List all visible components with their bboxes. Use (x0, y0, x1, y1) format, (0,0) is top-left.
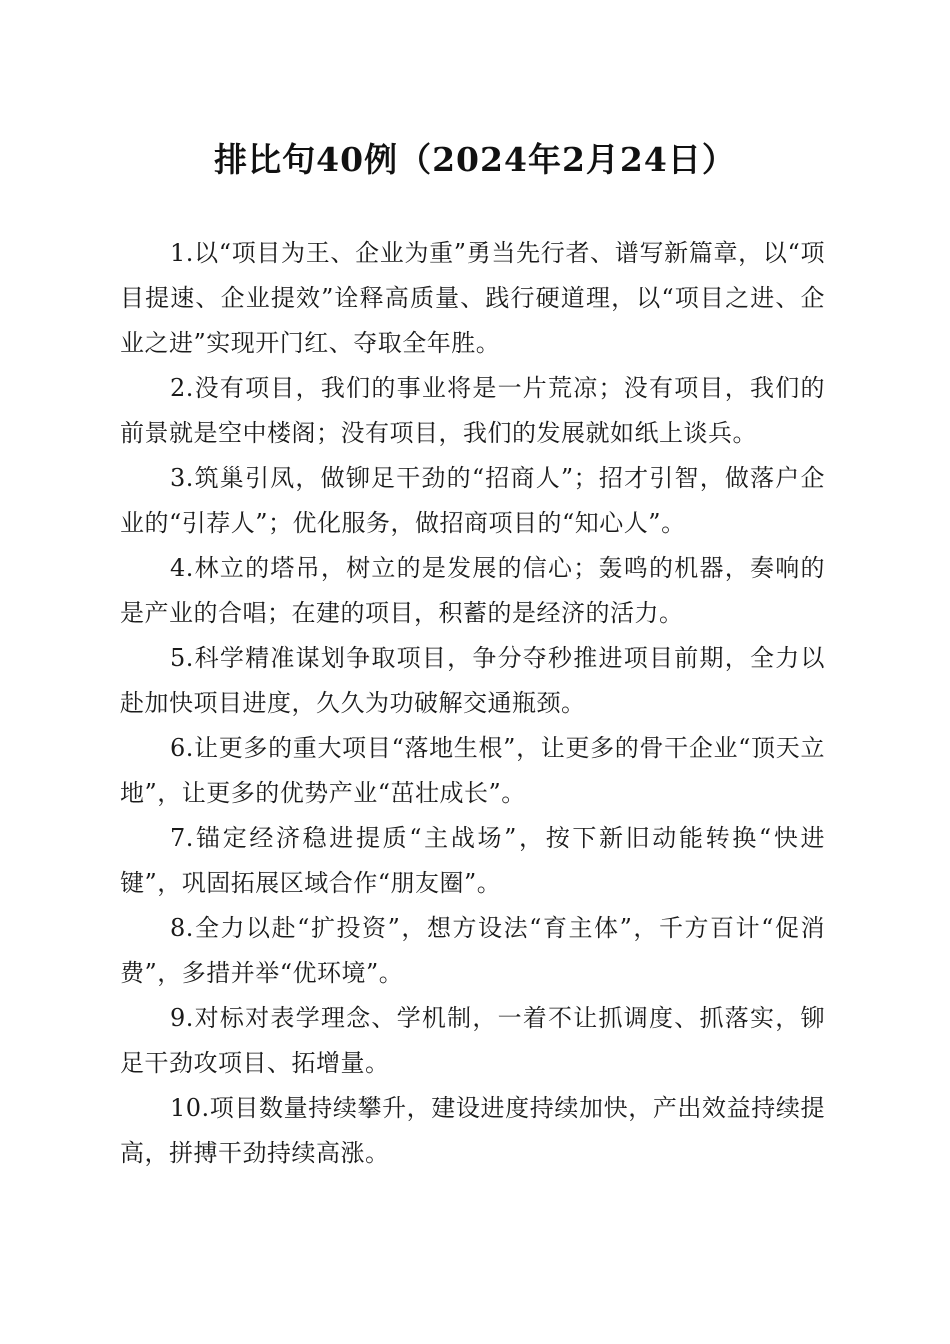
document-title: 排比句40例（2024年2月24日） (214, 140, 736, 179)
paragraph-5: 5.科学精准谋划争取项目，争分夺秒推进项目前期，全力以赴加快项目进度，久久为功破解交通瓶颈。 (120, 644, 825, 717)
paragraph-10: 10.项目数量持续攀升，建设进度持续加快，产出效益持续提高，拼搏干劲持续高涨。 (120, 1094, 825, 1167)
paragraph-4: 4.林立的塔吊，树立的是发展的信心；轰鸣的机器，奏响的是产业的合唱；在建的项目，积蓄的是经济的活力。 (120, 554, 825, 627)
paragraph-6: 6.让更多的重大项目“落地生根”，让更多的骨干企业“顶天立地”，让更多的优势产业“茁壮成长”。 (120, 734, 825, 807)
paragraph-2: 2.没有项目，我们的事业将是一片荒凉；没有项目，我们的前景就是空中楼阁；没有项目，我们的发展就如纸上谈兵。 (120, 374, 825, 447)
paragraph-8: 8.全力以赴“扩投资”，想方设法“育主体”，千方百计“促消费”，多措并举“优环境”。 (120, 914, 825, 987)
paragraph-1: 1.以“项目为王、企业为重”勇当先行者、谱写新篇章，以“项目提速、企业提效”诠释高质量、践行硬道理，以“项目之进、企业之进”实现开门红、夺取全年胜。 (120, 239, 825, 357)
document-body (120, 231, 825, 1176)
paragraph-7: 7.锚定经济稳进提质“主战场”，按下新旧动能转换“快进键”，巩固拓展区域合作“朋友圈”。 (120, 824, 825, 897)
paragraph-9: 9.对标对表学理念、学机制，一着不让抓调度、抓落实，铆足干劲攻项目、拓增量。 (120, 1004, 825, 1077)
paragraph-3: 3.筑巢引凤，做铆足干劲的“招商人”；招才引智，做落户企业的“引荐人”；优化服务，做招商项目的“知心人”。 (120, 464, 825, 537)
